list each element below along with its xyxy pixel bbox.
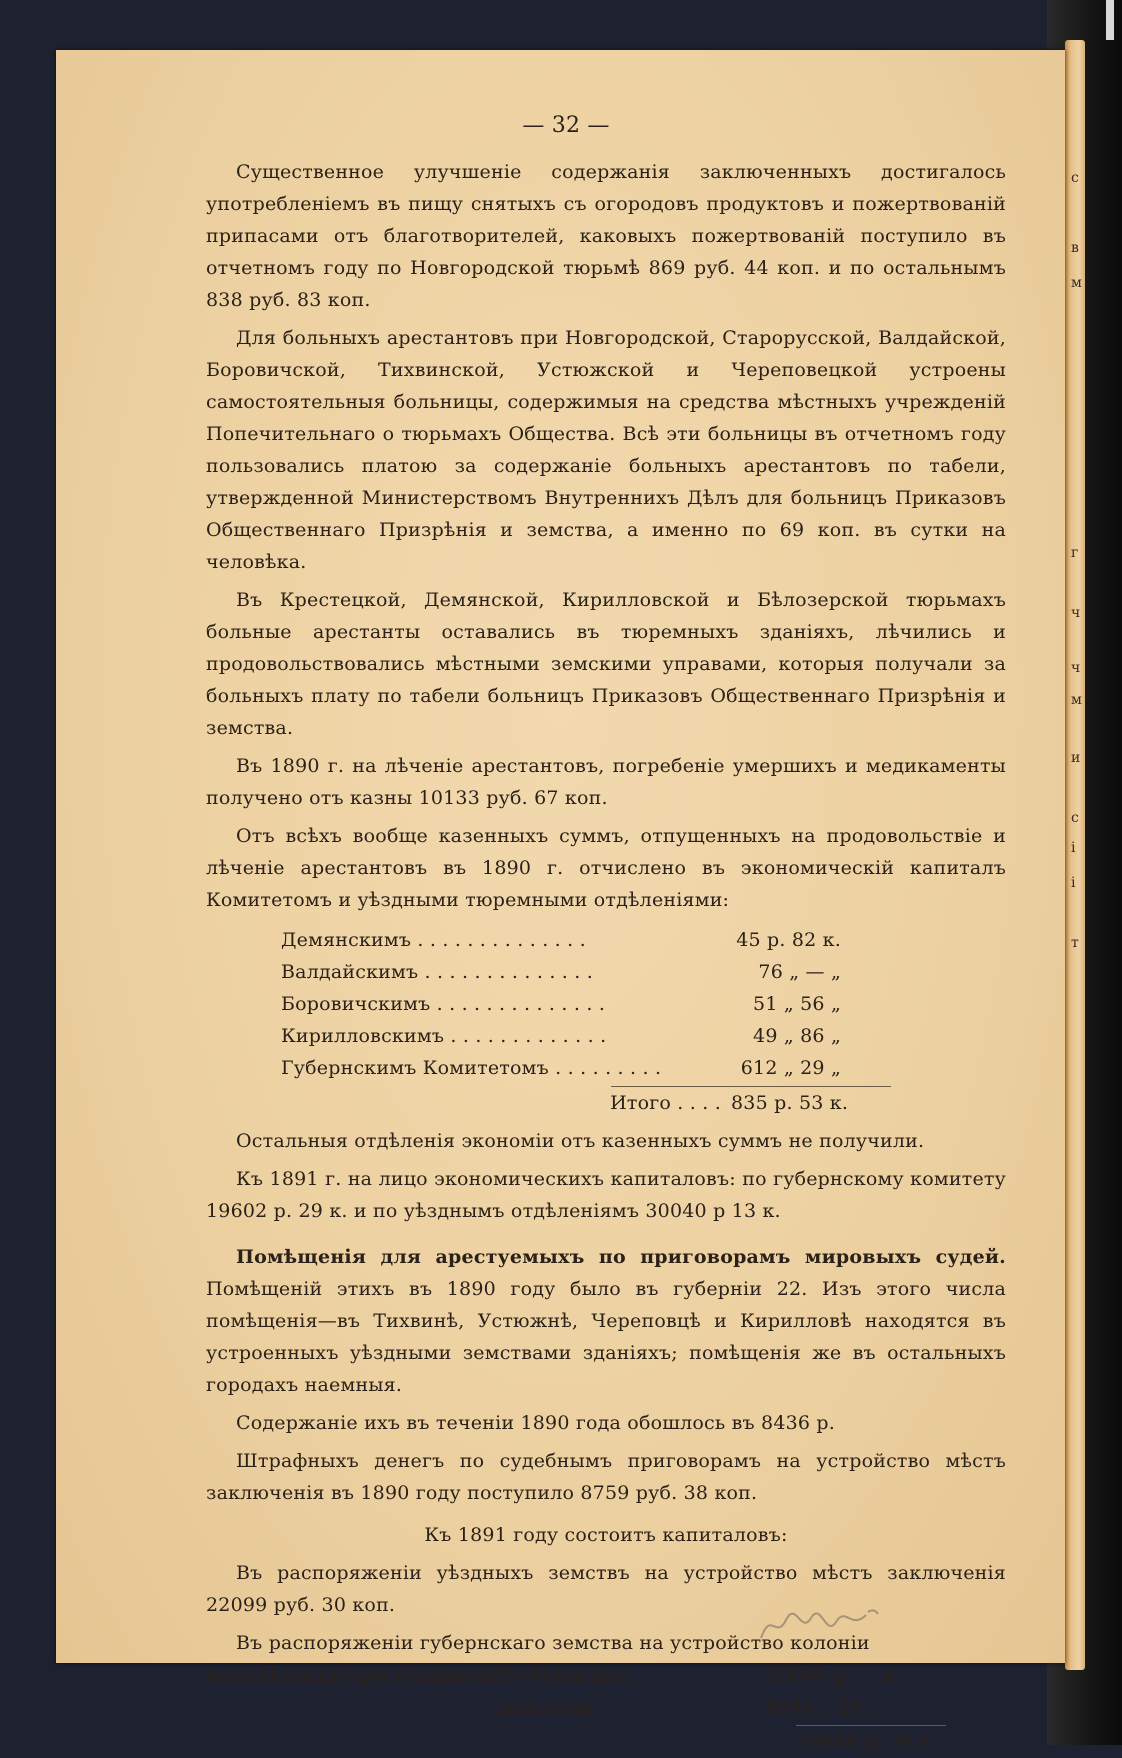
row-label: Кирилловскимъ . . . . . . . . . . . . . bbox=[281, 1025, 607, 1047]
table-row bbox=[281, 1052, 841, 1084]
row-amount: 612 „ 29 „ bbox=[740, 1057, 841, 1079]
paragraph: Въ распоряженіи губернскаго земства на устройство колоніи bbox=[236, 1632, 870, 1654]
paragraph: Въ распоряженіи уѣздныхъ земствъ на устройство мѣстъ заключенія 22099 руб. 30 коп. bbox=[206, 1562, 1006, 1616]
page-number: — 32 — bbox=[522, 113, 610, 138]
capital-money-label: деньгами . . . . . bbox=[496, 1696, 655, 1718]
edge-letter: и bbox=[1071, 750, 1081, 766]
binding-clip bbox=[1106, 0, 1114, 40]
capital-row bbox=[206, 1691, 1086, 1723]
edge-letter: с bbox=[1071, 170, 1079, 186]
table-row bbox=[281, 1020, 841, 1052]
paragraph: Для больныхъ арестантовъ при Новгородской, Старорусской, Валдайской, Боровичской, Тихвинской, Устюжской и Череповецкой устроены самостоятельныя больницы, содержимыя на средства мѣстныхъ учрежденій Попечительнаго о тюрьмахъ Общества. Всѣ эти больницы въ отчетномъ году пользовались платою за содержаніе больныхъ арестантовъ по табели, утвержденной Министерствомъ Внутреннихъ Дѣлъ для больницъ Приказовъ Общественнаго Призрѣнія и земства, а именно по 69 коп. въ сутки на человѣка. bbox=[206, 327, 1006, 573]
paragraph: Отъ всѣхъ вообще казенныхъ суммъ, отпущенныхъ на продовольствіе и лѣченіе арестантовъ въ 1890 г. отчислено въ экономическій капиталъ Комитетомъ и уѣздными тюремными отдѣленіями: bbox=[206, 825, 1006, 911]
edge-letter: і bbox=[1071, 875, 1076, 891]
edge-letter: м bbox=[1071, 275, 1082, 291]
capital-grand-total: 16946 р. 29 к. bbox=[796, 1725, 946, 1755]
paragraph: Существенное улучшеніе содержанія заключенныхъ достигалось употребленіемъ въ пищу снятыхъ съ огородовъ продуктовъ и пожертвованій припасами отъ благотворителей, каковыхъ пожертвованій поступило въ отчетномъ году по Новгородской тюрьмѣ 869 руб. 44 коп. и по остальнымъ 838 руб. 83 коп. bbox=[206, 161, 1006, 311]
row-amount: 51 „ 56 „ bbox=[753, 993, 841, 1015]
capital-total-row bbox=[206, 1723, 1086, 1755]
paragraph: Къ 1891 г. на лицо экономическихъ капиталовъ: по губернскому комитету 19602 р. 29 к. и по уѣзднымъ отдѣленіямъ 30040 р 13 к. bbox=[206, 1168, 1006, 1222]
row-amount: 76 „ — „ bbox=[758, 961, 841, 983]
table-row bbox=[281, 924, 841, 956]
row-label: Боровичскимъ . . . . . . . . . . . . . . bbox=[281, 993, 606, 1015]
edge-letter: ч bbox=[1071, 660, 1081, 676]
paragraph: Содержаніе ихъ въ теченіи 1890 года обошлось въ 8436 р. bbox=[236, 1412, 836, 1434]
section-paragraph bbox=[206, 1241, 1006, 1401]
section-heading: Помѣщенія для арестуемыхъ по приговорамъ мировыхъ судей. bbox=[236, 1246, 1006, 1268]
row-label: Губернскимъ Комитетомъ . . . . . . . . . bbox=[281, 1057, 662, 1079]
handwritten-mark bbox=[756, 1600, 896, 1650]
capital-row bbox=[206, 1659, 1086, 1691]
capital-money-amount: 6946 „ 29 „ bbox=[766, 1696, 879, 1718]
row-amount: 49 „ 86 „ bbox=[753, 1025, 841, 1047]
total-amount: 835 р. 53 к. bbox=[731, 1092, 849, 1114]
edge-letter: і bbox=[1071, 840, 1076, 856]
edge-letter: ч bbox=[1071, 605, 1081, 621]
page-content bbox=[206, 110, 1086, 1755]
capital-label: малолѣтнихъ преступниковъ: bbox=[206, 1664, 508, 1686]
capitals-heading: Къ 1891 году состоитъ капиталовъ: bbox=[424, 1524, 788, 1546]
row-label: Валдайскимъ . . . . . . . . . . . . . . bbox=[281, 961, 594, 983]
edge-letter: с bbox=[1071, 810, 1079, 826]
row-amount: 45 р. 82 к. bbox=[736, 929, 841, 951]
table-row bbox=[281, 988, 841, 1020]
paragraph: Остальныя отдѣленія экономіи отъ казенныхъ суммъ не получили. bbox=[236, 1130, 925, 1152]
edge-letter: г bbox=[1071, 545, 1079, 561]
paragraph: Въ 1890 г. на лѣченіе арестантовъ, погребеніе умершихъ и медикаменты получено отъ казны 10133 руб. 67 коп. bbox=[206, 755, 1006, 809]
row-label: Демянскимъ . . . . . . . . . . . . . . bbox=[281, 929, 586, 951]
capital-papers-amount: 10000 р. — к. bbox=[766, 1664, 903, 1686]
table-row bbox=[281, 956, 841, 988]
table-total-row bbox=[281, 1087, 849, 1119]
total-label: Итого . . . . bbox=[610, 1092, 721, 1114]
document-page bbox=[56, 50, 1065, 1753]
edge-letter: м bbox=[1071, 692, 1082, 708]
paragraph: Въ Крестецкой, Демянской, Кирилловской и Бѣлозерской тюрьмахъ больные арестанты оставались въ тюремныхъ зданіяхъ, лѣчились и продовольствовались мѣстными земскими управами, которыя получали за больныхъ плату по табели больницъ Приказовъ Общественнаго Призрѣнія и земства. bbox=[206, 589, 1006, 739]
edge-letter: т bbox=[1071, 935, 1079, 951]
allocation-table bbox=[281, 924, 849, 1119]
edge-letter: в bbox=[1071, 240, 1079, 256]
spacer bbox=[206, 1691, 496, 1723]
capital-papers-label: °/о бумагами . . . . bbox=[496, 1664, 680, 1686]
paragraph: Штрафныхъ денегъ по судебнымъ приговорамъ на устройство мѣстъ заключенія въ 1890 году поступило 8759 руб. 38 коп. bbox=[206, 1450, 1006, 1504]
section-text: Помѣщеній этихъ въ 1890 году было въ губерніи 22. Изъ этого числа помѣщенія—въ Тихвинѣ, Устюжнѣ, Череповцѣ и Кирилловѣ находятся въ устроенныхъ уѣздными земствами зданіяхъ; помѣщенія же въ остальныхъ городахъ наемныя. bbox=[206, 1278, 1006, 1396]
